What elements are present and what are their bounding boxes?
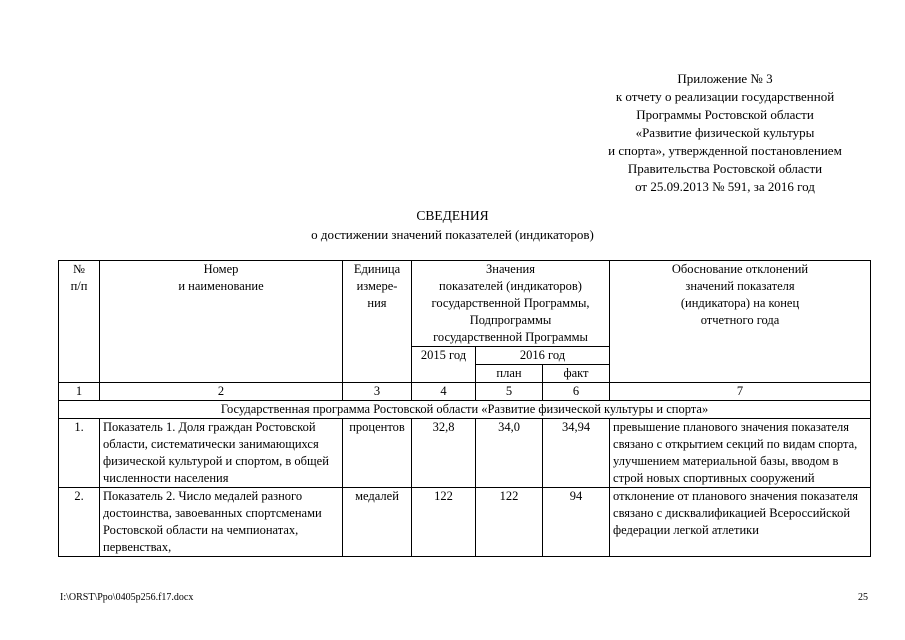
row-fact: 34,94 <box>543 419 610 488</box>
header-reason: Обоснование отклонений значений показателя (индикатора) на конец отчетного года <box>610 261 871 383</box>
header-2016: 2016 год <box>476 347 610 365</box>
col-number: 1 <box>59 383 100 401</box>
header-fact: факт <box>543 365 610 383</box>
annex-line: и спорта», утвержденной постановлением <box>608 143 842 158</box>
row-num: 1. <box>59 419 100 488</box>
document-subtitle: о достижении значений показателей (индикаторов) <box>311 227 594 242</box>
document-title: СВЕДЕНИЯ <box>416 208 489 223</box>
row-reason: превышение планового значения показателя связано с открытием секций по видам спорта, улучшением материальной базы, вводом в строй новых спортивных сооружений <box>610 419 871 488</box>
row-fact: 94 <box>543 488 610 557</box>
header-name: Номер и наименование <box>100 261 343 383</box>
col-number: 2 <box>100 383 343 401</box>
col-number: 6 <box>543 383 610 401</box>
row-plan: 34,0 <box>476 419 543 488</box>
footer-file-path: I:\ORST\Ppo\0405p256.f17.docx <box>60 592 194 603</box>
table-row <box>59 488 871 557</box>
annex-line: к отчету о реализации государственной <box>615 89 835 104</box>
col-number: 5 <box>476 383 543 401</box>
header-values: Значения показателей (индикаторов) государственной Программы, Подпрограммы государственной Программы <box>412 261 610 347</box>
col-number: 4 <box>412 383 476 401</box>
header-num: № п/п <box>59 261 100 383</box>
header-plan: план <box>476 365 543 383</box>
column-number-row <box>59 383 871 401</box>
annex-line: Правительства Ростовской области <box>627 161 823 176</box>
row-num: 2. <box>59 488 100 557</box>
header-unit: Единица измере- ния <box>343 261 412 383</box>
row-plan: 122 <box>476 488 543 557</box>
annex-line: Приложение № 3 <box>677 71 773 86</box>
row-reason: отклонение от планового значения показателя связано с дисквалификацией Всероссийской федерации легкой атлетики <box>610 488 871 557</box>
table-row <box>59 419 871 488</box>
annex-line: от 25.09.2013 № 591, за 2016 год <box>635 179 815 194</box>
row-value-2015: 122 <box>412 488 476 557</box>
annex-line: «Развитие физической культуры <box>635 125 815 140</box>
annex-line: Программы Ростовской области <box>636 107 814 122</box>
row-name: Показатель 1. Доля граждан Ростовской области, систематически занимающихся физической культурой и спортом, в общей численности населения <box>100 419 343 488</box>
row-value-2015: 32,8 <box>412 419 476 488</box>
section-row <box>59 401 871 419</box>
indicators-table <box>58 260 871 557</box>
row-name: Показатель 2. Число медалей разного достоинства, завоеванных спортсменами Ростовской области на чемпионатах, первенствах, <box>100 488 343 557</box>
header-2015: 2015 год <box>412 347 476 383</box>
col-number: 7 <box>610 383 871 401</box>
row-unit: процентов <box>343 419 412 488</box>
page-number: 25 <box>858 592 868 603</box>
section-title: Государственная программа Ростовской области «Развитие физической культуры и спорта» <box>59 401 871 419</box>
col-number: 3 <box>343 383 412 401</box>
row-unit: медалей <box>343 488 412 557</box>
annex-block <box>560 70 890 196</box>
